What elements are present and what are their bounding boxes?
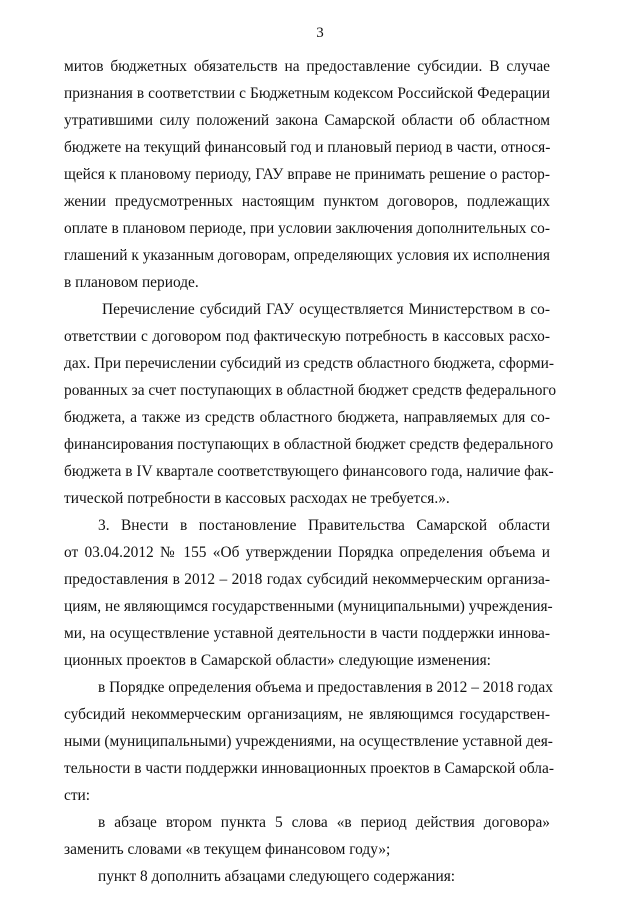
text-line: бюджета в IV квартале соответствующего финансового года, наличие фак- [64, 463, 554, 480]
text-line: Перечисление субсидий ГАУ осуществляется Министерством в со- [102, 301, 550, 318]
text-line: щейся к плановому периоду, ГАУ вправе не принимать решение о растор- [64, 166, 550, 183]
text-line: 3. Внести в постановление Правительства Самарской области [98, 517, 550, 534]
text-line: ми, на осуществление уставной деятельности в части поддержки иннова- [64, 625, 550, 642]
text-line: субсидий некоммерческим организациям, не являющимся государствен- [64, 706, 550, 723]
text-line: от 03.04.2012 № 155 «Об утверждении Порядка определения объема и [64, 544, 550, 561]
text-line: в абзаце втором пункта 5 слова «в период действия договора» [98, 814, 550, 831]
text-line: митов бюджетных обязательств на предоставление субсидии. В случае [64, 58, 550, 75]
text-line: тельности в части поддержки инновационных проектов в Самарской обла- [64, 760, 554, 777]
text-line: тической потребности в кассовых расходах не требуется.». [64, 490, 450, 507]
text-line: сти: [64, 787, 91, 804]
text-line: признания в соответствии с Бюджетным кодексом Российской Федерации [64, 85, 550, 102]
text-line: бюджете на текущий финансовый год и плановый период в части, относя- [64, 139, 551, 156]
text-line: бюджета, а также из средств областного бюджета, направляемых для со- [64, 409, 550, 426]
text-line: циям, не являющимся государственными (муниципальными) учреждения- [64, 598, 553, 615]
text-line: ционных проектов в Самарской области» следующие изменения: [64, 652, 491, 669]
text-line: в Порядке определения объема и предоставления в 2012 – 2018 годах [98, 679, 553, 696]
text-line: предоставления в 2012 – 2018 годах субсидий некоммерческим организа- [64, 571, 550, 588]
text-line: финансирования поступающих в областной бюджет средств федерального [64, 436, 554, 453]
text-line: оплате в плановом периоде, при условии заключения дополнительных со- [64, 220, 550, 237]
text-line: утратившими силу положений закона Самарской области об областном [64, 112, 550, 129]
text-line: рованных за счет поступающих в областной бюджет средств федерального [64, 382, 557, 399]
text-line: заменить словами «в текущем финансовом году»; [64, 841, 391, 858]
text-line: ными (муниципальными) учреждениями, на осуществление уставной дея- [64, 733, 553, 750]
text-line: пункт 8 дополнить абзацами следующего содержания: [98, 868, 456, 885]
text-line: жении предусмотренных настоящим пунктом договоров, подлежащих [64, 193, 550, 210]
text-line: глашений к указанным договорам, определяющих условия их исполнения [64, 247, 550, 264]
text-line: в плановом периоде. [64, 274, 199, 291]
text-line: дах. При перечислении субсидий из средств областного бюджета, сформи- [64, 355, 554, 372]
page-number: 3 [316, 25, 324, 41]
text-line: ответствии с договором под фактическую потребность в кассовых расхо- [64, 328, 550, 345]
